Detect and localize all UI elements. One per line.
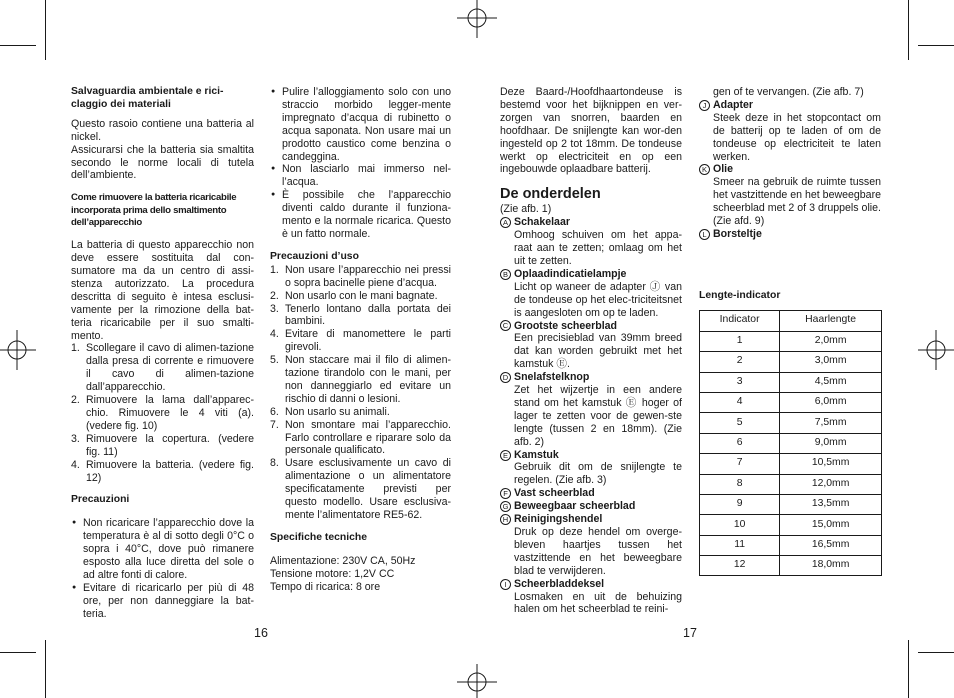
list-item [71,459,254,485]
table-cell-length: 18,0mm [780,556,882,576]
item-number: 1. [71,342,80,355]
table-row [700,474,882,494]
registration-mark-left [0,328,40,372]
part-letter-badge: F [500,488,511,499]
part-title-row [699,163,881,176]
list-item [270,264,451,290]
figure-reference: (Zie afb. 1) [500,203,552,216]
table-cell-length: 6,0mm [780,392,882,412]
table-row [700,413,882,433]
list-item [270,354,451,406]
spec-line: Tempo di ricarica: 8 ore [270,580,381,593]
part-title-row [500,500,682,513]
continued-text: gen of te vervangen. (Zie afb. 7) [713,86,864,98]
precautions-list [71,517,254,620]
part-title: Vast scheerblad [514,487,595,500]
table-cell-length: 16,5mm [780,535,882,555]
part-entry [500,500,682,513]
table-row [700,352,882,372]
paragraph: Questo rasoio contiene una batteria al nickel. [71,117,254,143]
item-text: Scollegare il cavo di alimen-tazione dalla presa di corrente e rimuovere il cavo di alimen-tazione dall’apparecchio. [86,342,254,394]
list-item [270,163,451,189]
table-cell-indicator: 10 [700,515,780,535]
part-entry [500,371,682,448]
part-letter-badge: D [500,372,511,383]
item-text: Non usare l’apparecchio nei pressi o sopra bacinelle piene d’acqua. [285,263,451,289]
item-text: Non staccare mai il filo di alimen-tazione tirandolo con le mani, per non danneggiarlo ed evitare un rischio di danni o lesioni. [285,354,451,405]
page-number-left: 16 [254,626,268,640]
table-header: Indicator [700,310,780,331]
item-text: Rimuovere la copertura. (vedere fig. 11) [86,432,254,458]
part-title: Scheerbladdeksel [514,577,605,590]
part-title-row [699,99,881,112]
list-item [270,328,451,354]
item-number: 4. [270,328,279,341]
part-description: Smeer na gebruik de ruimte tussen het vastzittende en het beweegbare scheerblad met 2 of 3 druppels olie. (Zie afd. 9) [713,176,881,228]
table-cell-indicator: 6 [700,433,780,453]
list-item [71,394,254,433]
heading-length-indicator: Lengte-indicator [699,289,781,301]
part-letter-badge: H [500,514,511,525]
part-entry [500,449,682,488]
part-entry [500,320,682,372]
part-title: Schakelaar [514,216,570,229]
right-page-column-1 [500,86,682,616]
part-title: Adapter [713,98,754,111]
table-cell-length: 9,0mm [780,433,882,453]
table-cell-indicator: 5 [700,413,780,433]
table-cell-length: 15,0mm [780,515,882,535]
part-title-row [500,487,682,500]
bullet-icon: ● [271,165,276,173]
table-row [700,556,882,576]
item-number: 5. [270,354,279,367]
item-text: Non lasciarlo mai immerso nel-l’acqua. [282,163,451,189]
part-entry [500,578,682,617]
item-number: 7. [270,418,279,431]
item-text: Usare esclusivamente un cavo di alimentazione o un alimentatore specificatamente previsti per questo modello. Usare esclusiva-mente l’alimentatore RE5-62. [285,457,451,521]
crop-mark [45,0,46,60]
part-title-row [699,228,881,241]
battery-removal-steps [71,342,254,484]
part-title-row [500,216,682,229]
part-title-row [500,268,682,281]
part-title-row [500,578,682,591]
usage-precautions-list [270,264,451,522]
intro-paragraph: Deze Baard-/Hoofdhaartondeuse is bestemd voor het bijknippen en ver-zorgen van snorren, baarden en hoofdhaar. De snijlengte kan wor-den ingesteld op 2 tot 18mm. De tondeuse werkt op electriciteit en op een ingebouwde oplaadbare batterij. [500,86,682,176]
part-letter-badge: I [500,579,511,590]
item-number: 6. [270,405,279,418]
length-indicator-table [699,310,882,577]
part-title-row [500,320,682,333]
part-letter-badge: L [699,229,710,240]
crop-mark [0,652,36,653]
part-title: Grootste scheerblad [514,319,618,332]
table-cell-length: 13,5mm [780,494,882,514]
list-item [270,189,451,241]
table-cell-indicator: 12 [700,556,780,576]
part-title: Reinigingshendel [514,513,603,526]
part-title-row [500,513,682,526]
item-text: Pulire l’alloggiamento solo con uno straccio morbido legger-mente impregnato d’acqua di rubinetto o acqua saponata. Non usare mai un prodotto caustico come benzina o candeggina. [282,86,451,163]
table-cell-indicator: 7 [700,454,780,474]
part-entry [500,216,682,268]
item-text: Non usarlo su animali. [285,405,390,418]
item-text: Non usarlo con le mani bagnate. [285,289,438,302]
part-entry [699,228,881,241]
part-letter-badge: J [699,100,710,111]
item-number: 3. [270,302,279,315]
part-title: Olie [713,163,734,176]
left-page-column-2 [270,86,451,594]
table-row [700,494,882,514]
part-letter-badge: B [500,269,511,280]
item-number: 1. [270,263,279,276]
heading-specifications: Specifiche tecniche [270,531,368,543]
heading-parts: De onderdelen [500,186,601,203]
list-item [71,582,254,621]
part-entry [500,513,682,578]
part-title: Snelafstelknop [514,371,590,384]
table-row [700,535,882,555]
table-cell-indicator: 8 [700,474,780,494]
item-number: 4. [71,458,80,471]
spec-line: Tensione motore: 1,2V CC [270,567,395,580]
cleaning-list [270,86,451,241]
item-text: Rimuovere la lama dall’apparec-chio. Rimuovere le 4 viti (a). (vedere fig. 10) [86,394,254,432]
part-title-row [500,449,682,462]
table-cell-length: 3,0mm [780,352,882,372]
table-row [700,392,882,412]
table-cell-length: 4,5mm [780,372,882,392]
list-item [270,290,451,303]
bullet-icon: ● [271,191,276,199]
part-description: Steek deze in het stopcontact om de batterij op te laden of om de tondeuse op electriciteit te laten werken. [713,111,881,163]
part-title: Borsteltje [713,227,762,240]
part-letter-badge: K [699,164,710,175]
item-number: 2. [270,289,279,302]
parts-list-continued [699,99,881,241]
item-number: 3. [71,432,80,445]
table-cell-length: 10,5mm [780,454,882,474]
item-text: È possibile che l’apparecchio diventi caldo durante il funziona-mento e la normale ricarica. Questo è un fatto normale. [282,189,451,240]
list-item [270,419,451,458]
table-cell-indicator: 11 [700,535,780,555]
item-number: 2. [71,394,80,407]
part-description: Een precisieblad van 39mm breed dat kan worden gebruikt met het kamstuk Ⓔ. [514,332,682,371]
table-cell-indicator: 9 [700,494,780,514]
crop-mark [918,652,954,653]
paragraph: Assicurarsi che la batteria sia smaltita secondo le norme locali di tutela dell’ambiente. [71,143,254,182]
item-text: Evitare di ricaricarlo per più di 48 ore, per non danneggiare la bat-teria. [83,581,254,620]
heading-usage-precautions: Precauzioni d’uso [270,250,359,262]
table-row [700,372,882,392]
item-text: Tenerlo lontano dalla portata dei bambini. [285,302,451,328]
part-entry [699,99,881,164]
part-entry [500,268,682,320]
table-row [700,454,882,474]
item-text: Evitare di manomettere le parti girevoli. [285,328,451,354]
registration-mark-bottom [455,664,499,698]
part-title: Beweegbaar scheerblad [514,500,636,513]
bullet-icon: ● [72,519,77,527]
table-cell-length: 7,5mm [780,413,882,433]
list-item [71,342,254,394]
table-cell-indicator: 4 [700,392,780,412]
table-cell-length: 2,0mm [780,331,882,351]
paragraph: La batteria di questo apparecchio non deve essere sostituita dal con-sumatore ma da un centro di assi-stenza autorizzato. La procedura descritta di seguito è intesa esclusi-vamente per la rimozione della bat-teria ricaricabile per il suo smalti-mento. [71,239,254,342]
part-entry [500,487,682,500]
list-item [270,86,451,163]
list-item [270,457,451,522]
table-cell-indicator: 1 [700,331,780,351]
crop-mark [908,0,909,60]
part-letter-badge: C [500,320,511,331]
part-description: Zet het wijzertje in een andere stand om het kamstuk Ⓔ hoger of lager te zetten voor de gewen-ste lengte (tussen 2 en 18mm). (Zie afb. 2) [514,384,682,448]
item-number: 8. [270,457,279,470]
table-row [700,331,882,351]
list-item [71,433,254,459]
list-item [270,406,451,419]
registration-mark-top [455,0,499,40]
parts-list [500,216,682,616]
part-letter-badge: G [500,501,511,512]
list-item [71,517,254,582]
part-title-row [500,371,682,384]
crop-mark [908,640,909,698]
table-cell-length: 12,0mm [780,474,882,494]
registration-mark-right [914,328,954,372]
left-page-column-1 [71,86,254,621]
crop-mark [45,640,46,698]
item-text: Non smontare mai l’apparecchio. Farlo controllare e riparare solo da personale qualificato. [285,418,451,457]
page-number-right: 17 [683,626,697,640]
part-letter-badge: A [500,217,511,228]
crop-mark [0,45,36,46]
part-description: Omhoog schuiven om het appa-raat aan te zetten; omlaag om het uit te zetten. [514,229,682,267]
heading-precautions: Precauzioni [71,494,130,506]
part-title: Kamstuk [514,448,559,461]
part-description: Druk op deze hendel om overge-bleven haartjes tussen het vastzittende en het beweegbare blad te verwijderen. [514,526,682,577]
bullet-icon: ● [271,88,276,95]
heading-environment: Salvaguardia ambientale e rici-claggio dei materiali [71,86,224,110]
list-item [270,303,451,329]
part-description: Gebruik dit om de snijlengte te regelen. (Zie afb. 3) [514,461,682,487]
part-letter-badge: E [500,450,511,461]
heading-battery-removal: Come rimuovere la batteria ricaricabile incorporata prima dello smaltimento dell’apparecchio [71,192,237,228]
item-text: Non ricaricare l’apparecchio dove la temperatura è al di sotto degli 0°C o sopra i 40°C, dove può rimanere esposto alla luce diretta del sole o ad altre fonti di calore. [83,517,254,581]
part-title: Oplaadindicatielampje [514,267,627,280]
bullet-icon: ● [72,583,77,591]
item-text: Rimuovere la batteria. (vedere fig. 12) [86,458,254,484]
table-cell-indicator: 3 [700,372,780,392]
part-description: Losmaken en uit de behuizing halen om het scheerblad te reini- [514,590,682,616]
table-row [700,515,882,535]
part-description: Licht op waneer de adapter Ⓙ van de tondeuse op het elec-triciteitsnet is aangesloten om op te laden. [514,280,682,319]
crop-mark [918,45,954,46]
table-row [700,433,882,453]
table-header: Haarlengte [780,310,882,331]
part-entry [699,163,881,228]
table-cell-indicator: 2 [700,352,780,372]
right-page-column-2 [699,86,881,576]
spec-line: Alimentazione: 230V CA, 50Hz [270,554,416,567]
